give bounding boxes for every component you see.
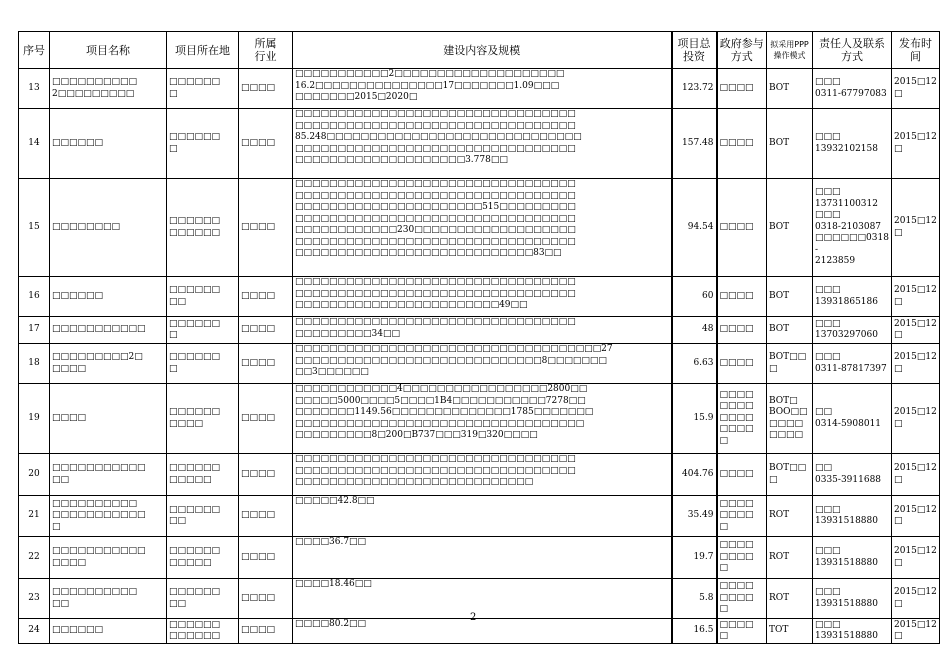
cell-ppp-mode: ROT (767, 537, 813, 579)
cell-gov-mode: □□□□ (717, 344, 767, 384)
cell-gov-mode: □□□□ (717, 317, 767, 344)
cell-seq: 20 (19, 454, 50, 496)
cell-contact: □□□ 13931518880 (813, 619, 892, 644)
cell-content: □□□□□□□□□□□□□□□□□□□□□□□□□□□□□□□□□ □□□□□□□□□□□□□□□□□□□□□□□□□□□□□□□□□ 85.248□□□□□□□□□□□□□□□□□□□□□□□□□□□□□□ □□□□□□□□□□□□□□□□□□□□□□□□□□□□□□□□□ □□□□□□□□□□□□□□□□□□□□3.778□□ (293, 109, 672, 179)
cell-project-name: □□□□□□□□ (50, 179, 167, 277)
cell-seq: 21 (19, 496, 50, 537)
cell-investment: 6.63 (672, 344, 717, 384)
cell-industry: □□□□ (239, 454, 293, 496)
table-row (19, 496, 940, 537)
cell-location: □□□□□□ □□□□□□ (167, 179, 239, 277)
cell-location: □□□□□□ □ (167, 69, 239, 109)
cell-date: 2015□12□ (892, 317, 940, 344)
cell-date: 2015□12□ (892, 537, 940, 579)
project-table-sheet (18, 31, 939, 644)
cell-content: □□□□□□□□□□□□□□□□□□□□□□□□□□□□□□□□□ □□□□□□□□□□□□□□□□□□□□□□□□□□□□□□□□□ □□□□□□□□□□□□□□□□□□□□□□□□□□□□ (293, 454, 672, 496)
cell-project-name: □□□□□□□□□□□ □□□□ (50, 537, 167, 579)
cell-ppp-mode: BOT (767, 317, 813, 344)
cell-content: □□□□□□□□□□□□□□□□□□□□□□□□□□□□□□□□□□□□27 □□□□□□□□□□□□□□□□□□□□□□□□□□□□□8□□□□□□□ □□3□□□□□□ (293, 344, 672, 384)
cell-investment: 15.9 (672, 384, 717, 454)
cell-seq: 17 (19, 317, 50, 344)
cell-contact: □□□ 13932102158 (813, 109, 892, 179)
cell-ppp-mode: ROT (767, 496, 813, 537)
cell-project-name: □□□□□□□□□□□ □□ (50, 454, 167, 496)
cell-industry: □□□□ (239, 496, 293, 537)
cell-investment: 35.49 (672, 496, 717, 537)
cell-location: □□□□□□ □□□□□ (167, 537, 239, 579)
table-row (19, 69, 940, 109)
cell-content: □□□□36.7□□ (293, 537, 672, 579)
cell-seq: 19 (19, 384, 50, 454)
table-row (19, 344, 940, 384)
cell-content: □□□□□□□□□□□2□□□□□□□□□□□□□□□□□□□□ 16.2□□□□□□□□□□□□□□□17□□□□□□□1.09□□□ □□□□□□□2015□2020□ (293, 69, 672, 109)
cell-gov-mode: □□□□ (717, 454, 767, 496)
cell-content: □□□□80.2□□ (293, 619, 672, 644)
table-row (19, 384, 940, 454)
cell-date: 2015□12□ (892, 179, 940, 277)
cell-location: □□□□□□ □□□□ (167, 384, 239, 454)
cell-contact: □□□ 13931518880 (813, 537, 892, 579)
cell-seq: 14 (19, 109, 50, 179)
col-header-investment: 项目总 投资 (672, 32, 717, 69)
cell-ppp-mode: BOT□□ □ (767, 454, 813, 496)
cell-industry: □□□□ (239, 69, 293, 109)
page-number: 2 (470, 612, 477, 623)
cell-industry: □□□□ (239, 317, 293, 344)
cell-investment: 48 (672, 317, 717, 344)
cell-location: □□□□□□ □ (167, 344, 239, 384)
cell-date: 2015□12□ (892, 579, 940, 619)
cell-contact: □□□ 13931518880 (813, 579, 892, 619)
cell-industry: □□□□ (239, 277, 293, 317)
cell-location: □□□□□□ □□ (167, 277, 239, 317)
table-row (19, 179, 940, 277)
cell-investment: 16.5 (672, 619, 717, 644)
table-row (19, 537, 940, 579)
cell-date: 2015□12□ (892, 384, 940, 454)
cell-project-name: □□□□□□□□□□ □□ (50, 579, 167, 619)
cell-content: □□□□□42.8□□ (293, 496, 672, 537)
cell-date: 2015□12□ (892, 344, 940, 384)
cell-gov-mode: □□□□ □□□□ □ (717, 496, 767, 537)
cell-project-name: □□□□□□□□□□ 2□□□□□□□□□ (50, 69, 167, 109)
cell-contact: □□ 0314-5908011 (813, 384, 892, 454)
col-header-ppp-mode: 拟采用PPP 操作模式 (767, 32, 813, 69)
cell-investment: 94.54 (672, 179, 717, 277)
cell-gov-mode: □□□□ □□□□ □ (717, 579, 767, 619)
cell-investment: 19.7 (672, 537, 717, 579)
table-row (19, 317, 940, 344)
cell-contact: □□□ 13703297060 (813, 317, 892, 344)
table-row (19, 277, 940, 317)
cell-content: □□□□□□□□□□□□□□□□□□□□□□□□□□□□□□□□□ □□□□□□□□□□□□□□□□□□□□□□□□□□□□□□□□□ □□□□□□□□□□□□□□□□□□□□□□515□□□□□□□□□ □□□□□□□□□□□□□□□□□□□□□□□□□□□□□□□□□ □□□□□□□□□□□□230□□□□□□□□□□□□□□□□□□□ □□□□□□□□□□□□□□□□□□□□□□□□□□□□□□□□□ □□□□□□□□□□□□□□□□□□□□□□□□□□□□83□□ (293, 179, 672, 277)
cell-gov-mode: □□□□ □ (717, 619, 767, 644)
cell-project-name: □□□□ (50, 384, 167, 454)
cell-seq: 13 (19, 69, 50, 109)
cell-investment: 60 (672, 277, 717, 317)
cell-date: 2015□12□ (892, 496, 940, 537)
cell-project-name: □□□□□□ (50, 277, 167, 317)
cell-seq: 16 (19, 277, 50, 317)
col-header-location: 项目所在地 (167, 32, 239, 69)
col-header-contact: 责任人及联系 方式 (813, 32, 892, 69)
cell-ppp-mode: ROT (767, 579, 813, 619)
cell-ppp-mode: TOT (767, 619, 813, 644)
cell-contact: □□□ 0311-87817397 (813, 344, 892, 384)
table-row (19, 579, 940, 619)
col-header-name: 项目名称 (50, 32, 167, 69)
cell-investment: 157.48 (672, 109, 717, 179)
header-row (19, 32, 940, 69)
cell-seq: 24 (19, 619, 50, 644)
cell-project-name: □□□□□□□□□□ □□□□□□□□□□□ □ (50, 496, 167, 537)
cell-contact: □□□ 13931865186 (813, 277, 892, 317)
col-header-industry: 所属 行业 (239, 32, 293, 69)
cell-contact: □□ 0335-3911688 (813, 454, 892, 496)
cell-content: □□□□□□□□□□□□□□□□□□□□□□□□□□□□□□□□□ □□□□□□□□□34□□ (293, 317, 672, 344)
cell-location: □□□□□□ □□ (167, 496, 239, 537)
cell-industry: □□□□ (239, 384, 293, 454)
cell-ppp-mode: BOT□ BOO□□ □□□□ □□□□ (767, 384, 813, 454)
cell-date: 2015□12□ (892, 109, 940, 179)
cell-location: □□□□□□ □□□□□ (167, 454, 239, 496)
cell-ppp-mode: BOT□□ □ (767, 344, 813, 384)
cell-date: 2015□12□ (892, 277, 940, 317)
cell-date: 2015□12□ (892, 454, 940, 496)
cell-gov-mode: □□□□ □□□□ □□□□ □□□□ □ (717, 384, 767, 454)
cell-seq: 18 (19, 344, 50, 384)
cell-content: □□□□18.46□□ (293, 579, 672, 619)
project-table (18, 31, 940, 644)
cell-industry: □□□□ (239, 619, 293, 644)
cell-gov-mode: □□□□ (717, 69, 767, 109)
cell-industry: □□□□ (239, 344, 293, 384)
cell-contact: □□□ 0311-67797083 (813, 69, 892, 109)
cell-project-name: □□□□□□ (50, 109, 167, 179)
cell-project-name: □□□□□□□□□□□ (50, 317, 167, 344)
col-header-content: 建设内容及规模 (293, 32, 672, 69)
table-row (19, 109, 940, 179)
cell-industry: □□□□ (239, 179, 293, 277)
col-header-date: 发布时间 (892, 32, 940, 69)
cell-location: □□□□□□ □ (167, 109, 239, 179)
cell-project-name: □□□□□□ (50, 619, 167, 644)
col-header-seq: 序号 (19, 32, 50, 69)
cell-content: □□□□□□□□□□□□□□□□□□□□□□□□□□□□□□□□□ □□□□□□□□□□□□□□□□□□□□□□□□□□□□□□□□□ □□□□□□□□□□□□□□□□□□□□□□□□49□□ (293, 277, 672, 317)
cell-seq: 22 (19, 537, 50, 579)
cell-date: 2015□12□ (892, 619, 940, 644)
cell-gov-mode: □□□□ □□□□ □ (717, 537, 767, 579)
cell-industry: □□□□ (239, 537, 293, 579)
cell-ppp-mode: BOT (767, 109, 813, 179)
cell-contact: □□□ 13731100312 □□□ 0318-2103087 □□□□□□0318- 2123859 (813, 179, 892, 277)
cell-investment: 123.72 (672, 69, 717, 109)
cell-investment: 5.8 (672, 579, 717, 619)
cell-seq: 23 (19, 579, 50, 619)
cell-location: □□□□□□ □□ (167, 579, 239, 619)
cell-seq: 15 (19, 179, 50, 277)
cell-content: □□□□□□□□□□□□4□□□□□□□□□□□□□□□□□2800□□ □□□□□5000□□□□5□□□□1B4□□□□□□□□□□□7278□□ □□□□□□□1149.56□□□□□□□□□□□□□□1785□□□□□□□ □□□□□□□□□□□□□□□□□□□□□□□□□□□□□□□□□□ □□□□□□□□□8□200□B737□□□319□320□□□□ (293, 384, 672, 454)
cell-industry: □□□□ (239, 109, 293, 179)
cell-location: □□□□□□ □□□□□□ (167, 619, 239, 644)
cell-industry: □□□□ (239, 579, 293, 619)
cell-date: 2015□12□ (892, 69, 940, 109)
cell-gov-mode: □□□□ (717, 277, 767, 317)
cell-ppp-mode: BOT (767, 277, 813, 317)
cell-project-name: □□□□□□□□□2□ □□□□ (50, 344, 167, 384)
table-row (19, 454, 940, 496)
cell-gov-mode: □□□□ (717, 109, 767, 179)
cell-contact: □□□ 13931518880 (813, 496, 892, 537)
cell-ppp-mode: BOT (767, 179, 813, 277)
cell-gov-mode: □□□□ (717, 179, 767, 277)
cell-investment: 404.76 (672, 454, 717, 496)
cell-location: □□□□□□ □ (167, 317, 239, 344)
table-row (19, 619, 940, 644)
col-header-gov-mode: 政府参与 方式 (717, 32, 767, 69)
cell-ppp-mode: BOT (767, 69, 813, 109)
